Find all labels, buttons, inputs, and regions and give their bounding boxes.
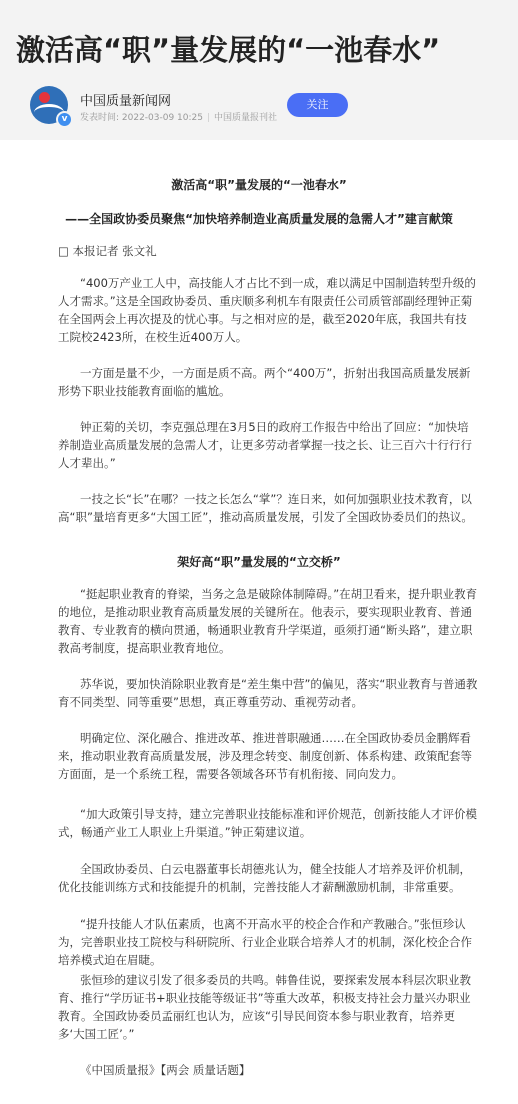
source-name[interactable]: 中国质量新闻网 (80, 94, 172, 109)
paragraph: 张恒珍的建议引发了很多委员的共鸣。韩鲁佳说，要探索发展本科层次职业教育、推行“学历证书+职业技能等级证书”等重大改革，积极支持社会力量兴办职业教育。全国政协委员孟丽红也认为，应该“引导民间资本参与职业教育，培养更多‘大国工匠’。” (58, 973, 471, 1041)
paragraph: “提升技能人才队伍素质，也离不开高水平的校企合作和产教融合。”张恒珍认为，完善职业技工院校与科研院所、行业企业联合培养人才的机制，深化校企合作培养模式迫在眉睫。 (58, 917, 472, 967)
follow-button[interactable]: 关注 (287, 93, 348, 117)
paragraph: 苏华说，要加快消除职业教育是“差生集中营”的偏见，落实“职业教育与普通教育不同类型、同等重要”思想，真正尊重劳动、重视劳动者。 (58, 677, 478, 709)
publish-time: 发表时间: 2022-03-09 10:25 (80, 113, 203, 123)
paragraph: 钟正菊的关切，李克强总理在3月5日的政府工作报告中给出了回应：“加快培养制造业高质量发展的急需人才，让更多劳动者掌握一技之长、让三百六十行行行人才辈出。” (58, 420, 472, 470)
article-subtitle: ——全国政协委员聚焦“加快培养制造业高质量发展的急需人才”建言献策 (65, 212, 453, 226)
paragraph: “加大政策引导支持，建立完善职业技能标准和评价规范，创新技能人才评价模式，畅通产业工人职业上升渠道。”钟正菊建议道。 (58, 807, 477, 839)
paragraph: 明确定位、深化融合、推进改革、推进普职融通……在全国政协委员金鹏辉看来，推动职业教育高质量发展，涉及理念转变、制度创新、体系构建、政策配套等方面面，是一个系统工程，需要各领域各环节有机衔接、同向发力。 (58, 731, 472, 781)
article-header (0, 0, 518, 140)
paragraph: “挺起职业教育的脊梁，当务之急是破除体制障碍。”在胡卫看来，提升职业教育的地位，是推动职业教育高质量发展的关键所在。他表示，要实现职业教育、普通教育、专业教育的横向贯通，畅通职业教育升学渠道，亟须打通“断头路”，建立职教高考制度，提高职业教育地位。 (58, 587, 478, 655)
section-heading: 架好高“职”量发展的“立交桥” (177, 555, 341, 569)
article-title: 激活高“职”量发展的“一池春水” (171, 178, 347, 192)
page-title: 激活高“职”量发展的“一池春水” (16, 33, 441, 67)
paragraph: 一技之长“长”在哪？一技之长怎么“掌”？连日来，如何加强职业技术教育，以高“职”量培育更多“大国工匠”，推动高质量发展，引发了全国政协委员们的热议。 (58, 492, 473, 524)
logo-dot-icon (39, 92, 50, 103)
paragraph: 全国政协委员、白云电器董事长胡德兆认为，健全技能人才培养及评价机制，优化技能训练方式和技能提升的机制，完善技能人才薪酬激励机制，非常重要。 (58, 862, 471, 894)
paragraph: “400万产业工人中，高技能人才占比不到一成，难以满足中国制造转型升级的人才需求。”这是全国政协委员、重庆顺多利机车有限责任公司质管部副经理钟正菊在全国两会上再次提及的忧心事。与之相对应的是，截至2020年底，我国共有技工院校2423所，在校生近400万人。 (58, 276, 476, 344)
reporter-byline: □ 本报记者 张文礼 (58, 244, 157, 258)
article-footer: 《中国质量报》【两会 质量话题】 (80, 1063, 251, 1077)
publisher-name: 中国质量报刊社 (214, 113, 278, 123)
publish-meta: 发表时间: 2022-03-09 10:25 | 中国质量报刊社 (80, 113, 278, 123)
paragraph: 一方面是量不少，一方面是质不高。两个“400万”，折射出我国高质量发展新形势下职业技能教育面临的尴尬。 (58, 366, 471, 398)
verified-badge-icon: v (56, 111, 73, 128)
